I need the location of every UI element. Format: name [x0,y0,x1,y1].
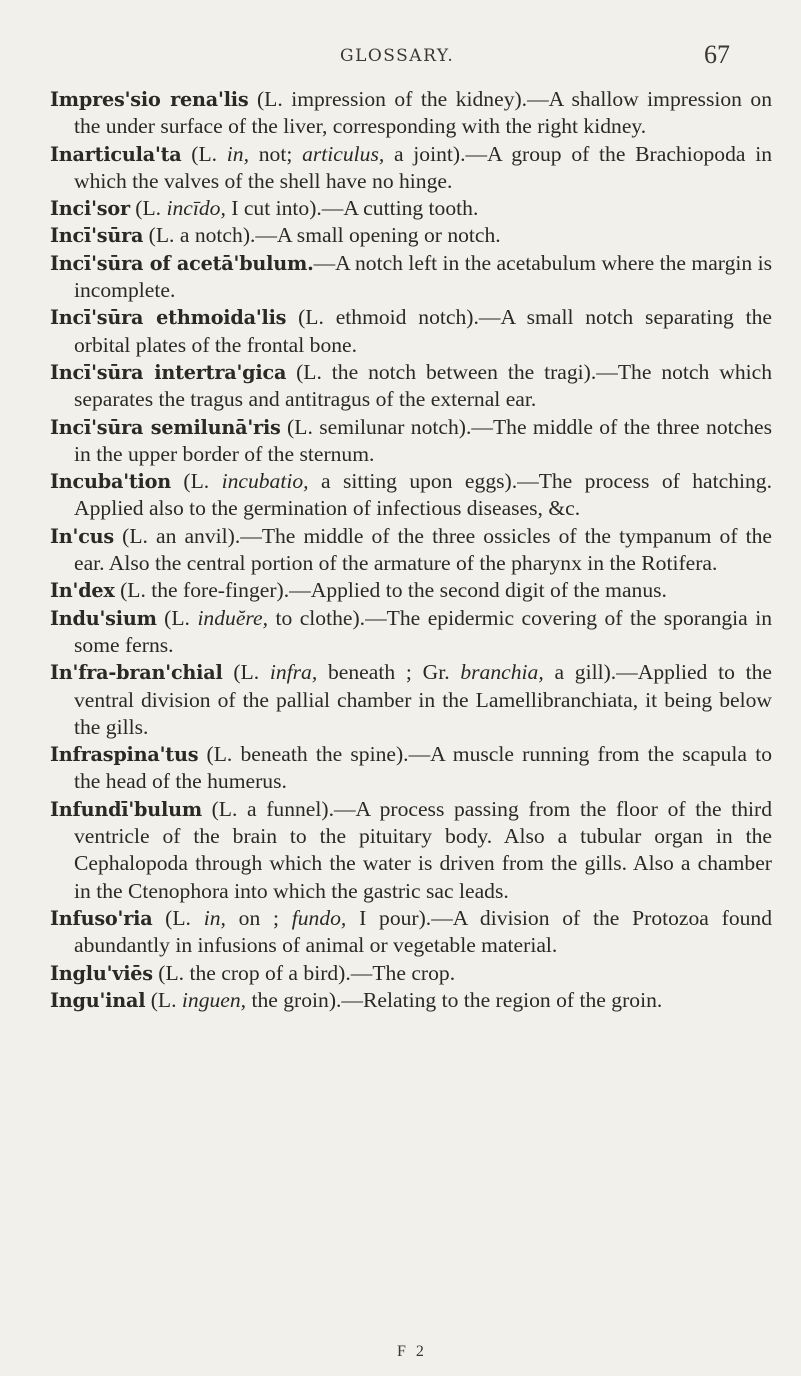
entry-headword: In'dex [50,579,115,603]
glossary-entry [50,359,772,414]
entry-definition: I pour).—A division of the Protozoa found abundantly in infusions of animal or vegetable material. [74,905,773,958]
glossary-entry [50,796,772,905]
entry-headword: Incī'sūra of acetā'bulum. [50,251,314,275]
entry-definition: (L. ethmoid notch).—A small notch separating the orbital plates of the frontal bone. [74,305,772,357]
running-title: GLOSSARY. [340,46,455,66]
glossary-entry [50,659,772,741]
glossary-entry [50,960,772,987]
entry-headword: Ingu'inal [50,988,146,1012]
entry-definition: beneath ; Gr. [317,660,461,685]
glossary-entry [50,414,772,469]
entry-definition: to clothe).—The epidermic covering of the sporangia in some ferns. [74,605,773,657]
entry-definition: (L. [156,605,198,630]
entry-etymon: infra, [269,660,318,685]
entry-headword: In'fra-bran'chial [50,661,223,685]
glossary-entry [50,468,772,523]
glossary-entry [50,250,772,305]
entry-definition: (L. [170,469,222,494]
entry-definition: (L. [181,141,227,166]
glossary-entry [50,141,772,196]
entry-definition: not; [249,141,303,166]
entry-definition: (L. a funnel).—A process passing from the floor of the third ventricle of the brain to the pituitary body. Also a tubular organ in the Cephalopoda through which the water is driven from the gills. Also a chamber in the Ctenophora into which the gastric sac leads. [74,796,772,903]
entry-definition: (L. impression of the kidney).—A shallow impression on the under surface of the liver, corresponding with the right kidney. [74,87,772,139]
entry-etymon: incubatio, [221,469,309,494]
entry-headword: Inarticula'ta [50,142,182,166]
entry-definition: I cut into).—A cutting tooth. [225,196,479,221]
entry-headword: Incī'sūra semilunā'ris [50,415,281,439]
entry-definition: (L. an anvil).—The middle of the three ossicles of the tympanum of the ear. Also the central portion of the armature of the pharynx in the Rotifera. [74,523,772,576]
glossary-entry [50,523,772,578]
entry-headword: Impres'sio rena'lis [50,88,249,111]
glossary-entry [50,222,772,249]
glossary-entry [50,577,772,604]
entry-definition: (L. [222,660,270,685]
entry-definition: —A notch left in the acetabulum where the margin is incomplete. [74,250,772,303]
glossary-entry [50,905,772,960]
entry-definition: a sitting upon eggs).—The process of hatching. Applied also to the germination of infectious diseases, &c. [74,469,772,521]
entry-definition: (L. the fore-finger).—Applied to the second digit of the manus. [114,578,667,603]
entry-definition: (L. [152,905,204,930]
entry-definition: on ; [225,905,292,930]
glossary-entry [50,304,772,359]
glossary-entry [50,741,772,796]
entry-headword: Inglu'viēs [50,961,153,985]
signature-mark: F 2 [397,1343,427,1360]
entry-definition: (L. beneath the spine).—A muscle running from the scapula to the head of the humerus. [74,742,772,794]
entry-definition: (L. the crop of a bird).—The crop. [152,960,456,985]
entry-headword: Infundī'bulum [50,797,202,821]
entry-headword: Incī'sūra intertra'gica [50,360,287,384]
entry-etymon: in, [203,905,226,930]
entry-etymon: inguen, [181,987,247,1012]
entry-etymon: in, [226,141,249,166]
entry-definition: the groin).—Relating to the region of the groin. [246,987,663,1012]
entry-definition: (L. semilunar notch).—The middle of the three notches in the upper border of the sternum. [74,414,772,466]
glossary-entry [50,195,772,222]
entry-headword: Incuba'tion [50,470,171,494]
entry-headword: Inci'sor [50,197,130,221]
entry-etymon: branchia, [460,660,544,685]
running-head [0,42,801,72]
page-number: 67 [704,40,730,69]
entry-headword: Indu'sium [50,606,157,630]
entry-etymon: articulus, [302,141,385,166]
entry-etymon: fundo, [291,905,347,930]
entry-etymon: induĕre, [197,605,268,630]
entry-headword: Infuso'ria [50,906,153,930]
glossary-entry [50,987,772,1014]
glossary-entry [50,86,772,141]
entry-definition: (L. the notch between the tragi).—The notch which separates the tragus and antitragus of the external ear. [74,359,772,412]
entry-headword: In'cus [50,524,115,548]
glossary-entry [50,605,772,660]
entry-etymon: incīdo, [166,196,226,221]
entry-definition: (L. a notch).—A small opening or notch. [143,223,501,248]
glossary-entries [50,86,772,1014]
entry-definition: a joint).—A group of the Brachiopoda in which the valves of the shell have no hinge. [74,141,773,193]
entry-headword: Infraspina'tus [50,743,199,767]
entry-headword: Incī'sūra ethmoida'lis [50,306,287,330]
entry-definition: a gill).—Applied to the ventral division of the pallial chamber in the Lamellibranchiata, it being below the gills. [74,660,772,739]
entry-definition: (L. [129,196,167,221]
entry-definition: (L. [145,987,182,1012]
entry-headword: Incī'sūra [50,224,144,248]
